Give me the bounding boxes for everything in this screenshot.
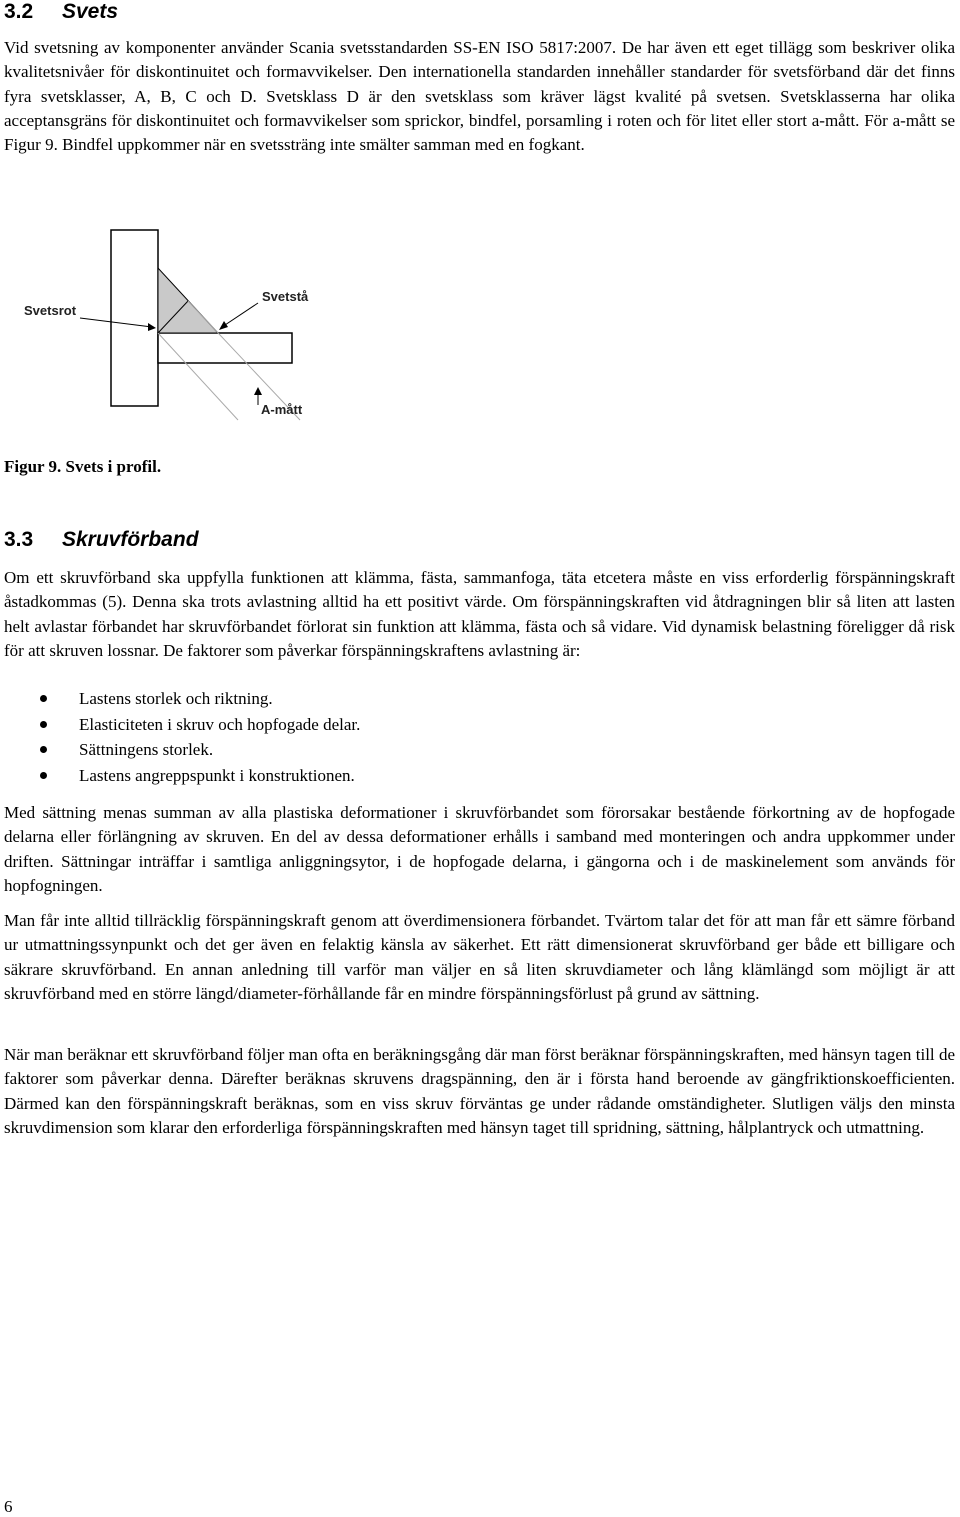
section-heading-3-2 [4,0,118,24]
label-svetsrot: Svetsrot [24,303,77,318]
paragraph-welding: Vid svetsning av komponenter använder Scania svetsstandarden SS-EN ISO 5817:2007. De har även ett eget tillägg som beskriver olika kvalitetsnivåer för diskontinuitet och formavvikelser. Den internationella standarden innehåller standarder för svetsförband där det finns fyra svetsklasser, A, B, C och D. Svetsklass D är den svetsklass som kräver lägst kvalité på svetsen. Svetsklasserna har olika acceptansgräns för diskontinuitet och formavvikelser som sprickor, bindfel, porsamling i roten och för litet eller stort a-mått. För a-mått se Figur 9. Bindfel uppkommer när en svetssträng inte smälter samman med en fogkant. [4,38,955,155]
bullet-icon [40,772,47,779]
bullet-icon [40,746,47,753]
bullet-icon [40,721,47,728]
paragraph-bolted-joint-intro: Om ett skruvförband ska uppfylla funktionen att klämma, fästa, sammanfoga, täta etcetera måste en viss erforderlig förspänningskraft åstadkommas (5). Denna ska trots avlastning alltid ha ett positivt värde. Om förspänningskraften vid åtdragningen blir så liten att lasten helt avlastar förbandet har skruvförbandet förlorat sin funktion att klämma, fästa och så vidare. Vid dynamisk belastning föreligger då risk för att skruven lossnar. De faktorer som påverkar förspänningskraftens avlastning är: [4,568,955,660]
section-title: Skruvförband [62,528,199,551]
paragraph-settlement: Med sättning menas summan av alla plastiska deformationer i skruvförbandet som förorsakar bestående förkortning av de hopfogade delarna eller förlängning av skruven. En del av dessa deformationer erhålls i samband med monteringen och andra uppkommer under driften. Sättningar inträffar i samtliga anliggningsytor, i de hopfogade delarna, i gängorna och i de maskinelement som används för hopfogningen. [4,803,955,895]
label-amatt: A-mått [261,402,303,417]
leader-line-svetsta [222,303,258,327]
section-number: 3.2 [4,0,34,23]
list-item: Elasticiteten i skruv och hopfogade delar. [0,712,360,738]
section-title: Svets [62,0,119,23]
figure-caption: Figur 9. Svets i profil. [4,457,162,476]
arrowhead [254,387,262,395]
list-item: Sättningens storlek. [0,737,360,763]
list-item: Lastens storlek och riktning. [0,686,360,712]
weld-profile-figure [0,215,340,425]
weld-profile-diagram [0,215,340,425]
vertical-plate [111,230,158,406]
section-number: 3.3 [4,528,34,551]
label-svetsta: Svetstå [262,289,309,304]
bullet-icon [40,695,47,702]
section-heading-3-3 [4,528,199,552]
list-item: Lastens angreppspunkt i konstruktionen. [0,763,360,789]
factor-list [0,686,360,788]
paragraph-calculation: När man beräknar ett skruvförband följer man ofta en beräkningsgång där man först beräknar förspänningskraften, med hänsyn tagen till de faktorer som påverkar denna. Därefter beräknas skruvens dragspänning, den är i första hand beroende av gängfriktionskoefficienten. Därmed kan den förspänningskraft beräknas, som en viss skruv förväntas ge under rådande omständigheter. Slutligen väljs den minsta skruvdimension som klarar den erforderliga förspänningskraften med hänsyn taget till spridning, sättning, hålplantryck och utmattning. [4,1045,955,1137]
horizontal-plate [158,333,292,363]
paragraph-dimensioning: Man får inte alltid tillräcklig förspänningskraft genom att överdimensionera förbandet. Tvärtom talar det för att man får ett sämre förband ur utmattningssynpunkt och det ger även en felaktig känsla av säkerhet. Ett rätt dimensionerat skruvförband ger både ett billigare och säkrare skruvförband. En annan anledning till varför man väljer en så liten skruvdiameter och lång klämlängd som möjligt är att skruvförband med en större längd/diameter-förhållande får en mindre förspänningsförlust på grund av sättning. [4,911,955,1003]
page-number: 6 [4,1497,13,1516]
arrowhead [219,321,228,330]
